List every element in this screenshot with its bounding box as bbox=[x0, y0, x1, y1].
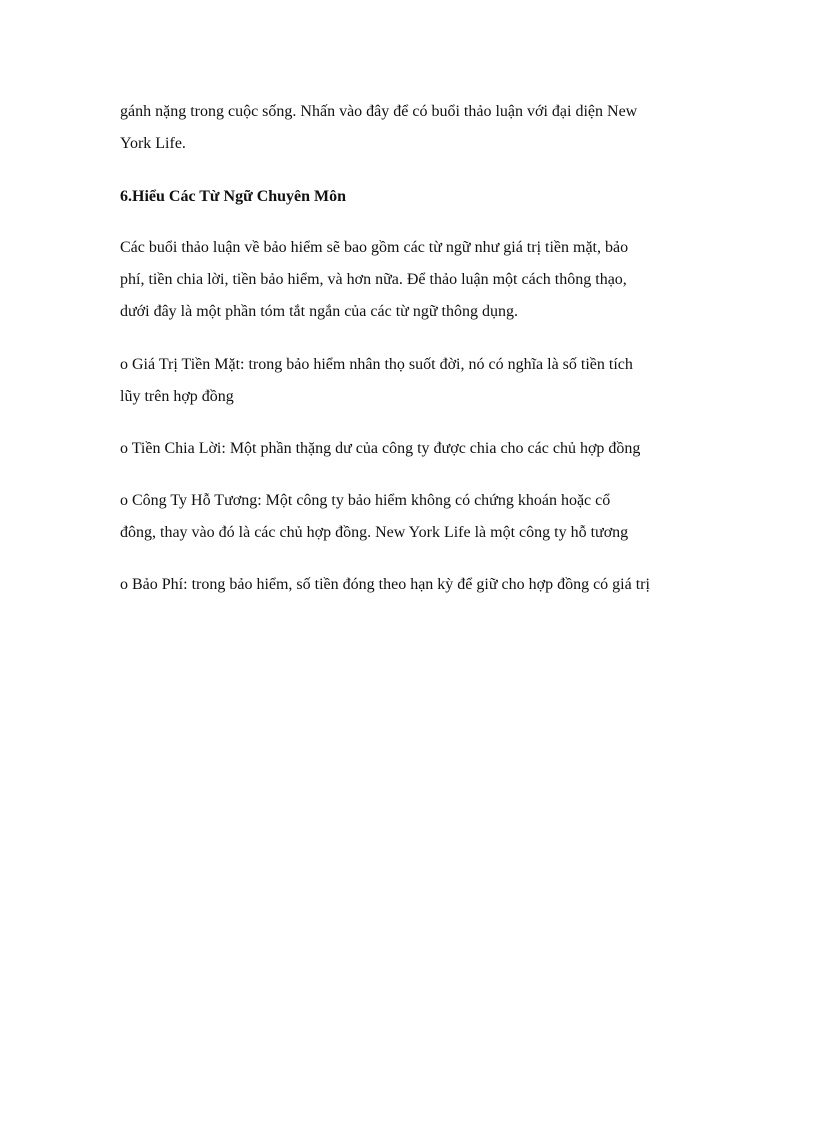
text-line: o Giá Trị Tiền Mặt: trong bảo hiểm nhân thọ suốt đời, nó có nghĩa là số tiền tích bbox=[120, 356, 633, 373]
text-line: phí, tiền chia lời, tiền bảo hiểm, và hơn nữa. Để thảo luận một cách thông thạo, bbox=[120, 271, 627, 288]
heading-text: 6.Hiểu Các Từ Ngữ Chuyên Môn bbox=[120, 188, 347, 205]
text-line: đông, thay vào đó là các chủ hợp đồng. New York Life là một công ty hỗ tương bbox=[120, 524, 629, 541]
bullet-premium bbox=[120, 569, 720, 601]
section-heading bbox=[120, 181, 720, 213]
text-line: lũy trên hợp đồng bbox=[120, 388, 234, 405]
text-line: York Life. bbox=[120, 135, 186, 152]
text-line: Các buổi thảo luận về bảo hiểm sẽ bao gồm các từ ngữ như giá trị tiền mặt, bảo bbox=[120, 239, 629, 256]
text-line: o Tiền Chia Lời: Một phần thặng dư của công ty được chia cho các chủ hợp đồng bbox=[120, 440, 641, 457]
bullet-mutual-company bbox=[120, 485, 720, 549]
text-line: o Công Ty Hỗ Tương: Một công ty bảo hiểm không có chứng khoán hoặc cổ bbox=[120, 492, 611, 509]
bullet-cash-value bbox=[120, 349, 720, 413]
bullet-dividend bbox=[120, 433, 720, 465]
text-line: gánh nặng trong cuộc sống. Nhấn vào đây để có buổi thảo luận với đại diện New bbox=[120, 103, 638, 120]
text-line: o Bảo Phí: trong bảo hiểm, số tiền đóng theo hạn kỳ để giữ cho hợp đồng có giá trị bbox=[120, 576, 650, 593]
text-line: dưới đây là một phần tóm tắt ngắn của các từ ngữ thông dụng. bbox=[120, 303, 518, 320]
terms-intro-paragraph bbox=[120, 232, 720, 328]
intro-paragraph bbox=[120, 96, 720, 160]
